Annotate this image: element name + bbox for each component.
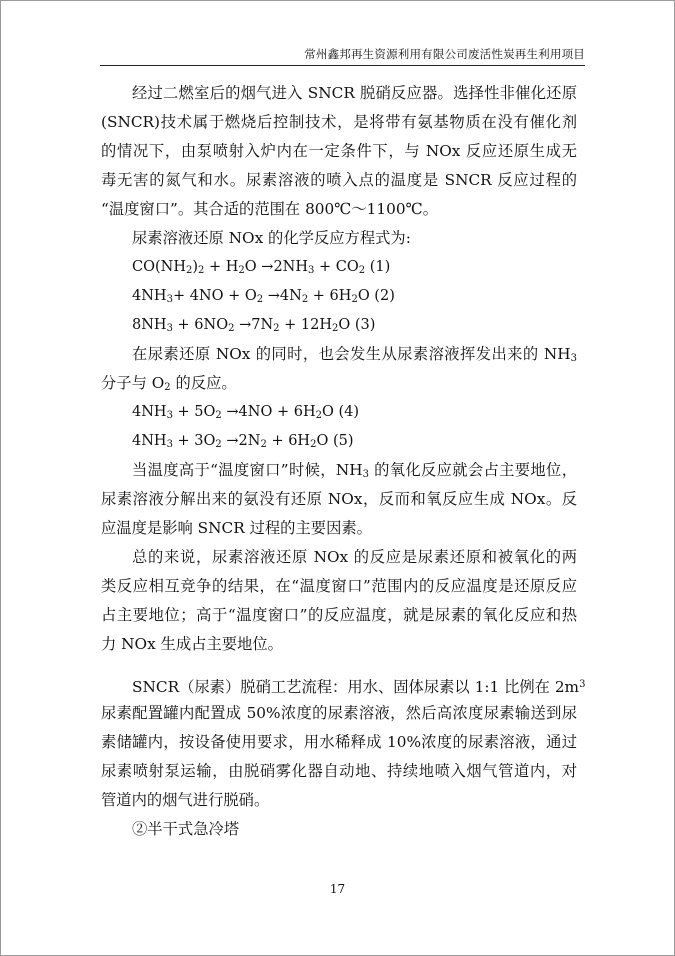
paragraph-5-line-4: 力 NOx 生成占主要地位。	[101, 635, 283, 653]
paragraph-1-line-4: 毒无害的氮气和水。尿素溶液的喷入点的温度是 SNCR 反应过程的	[101, 171, 577, 189]
paragraph-1-line-3: 的情况下，由泵喷射入炉内在一定条件下，与 NOx 反应还原生成无	[101, 142, 577, 160]
paragraph-1-line-2: (SNCR)技术属于燃烧后控制技术，是将带有氨基物质在没有催化剂	[101, 113, 577, 131]
paragraph-1-line-1: 经过二燃室后的烟气进入 SNCR 脱硝反应器。选择性非催化还原	[132, 84, 577, 102]
paragraph-6-line-5: 管道内的烟气进行脱硝。	[101, 791, 270, 809]
paragraph-5-line-2: 类反应相互竞争的结果，在“温度窗口”范围内的反应温度是还原反应	[101, 577, 577, 595]
paragraph-6-line-4: 尿素喷射泵运输，由脱硝雾化器自动地、持续地喷入烟气管道内，对	[101, 762, 577, 780]
equation-3: $8NH_3 + 6NO_2 \to 7N_2 + 12H_2O$ (3)	[132, 317, 376, 334]
paragraph-4-line-3: 应温度是影响 SNCR 过程的主要因素。	[101, 519, 372, 537]
paragraph-6-line-3: 素储罐内，按设备使用要求，用水稀释成 10%浓度的尿素溶液，通过	[101, 733, 577, 751]
equation-2: $4NH_3+ 4NO + O_2 \to 4N_2 + 6H_2O$ (2)	[132, 288, 395, 305]
page-number: 17	[329, 882, 346, 896]
paragraph-5-line-1: 总的来说，尿素溶液还原 NOx 的反应是尿素还原和被氧化的两	[132, 548, 577, 566]
section-heading: ②半干式急冷塔	[132, 820, 240, 838]
paragraph-2: 尿素溶液还原 NOx 的化学反应方程式为:	[132, 229, 411, 247]
paragraph-4-line-2: 尿素溶液分解出来的氨没有还原 NOx，反而和氧反应生成 NOx。反	[101, 490, 577, 508]
document-body	[101, 79, 586, 844]
paragraph-3-line-1: 在尿素还原 NOx 的同时，也会发生从尿素溶液挥发出来的 $NH_3$	[132, 345, 577, 364]
paragraph-4-line-1: 当温度高于“温度窗口”时候，$NH_3$ 的氧化反应就会占主要地位，	[132, 461, 577, 480]
page-header: 常州鑫邦再生资源利用有限公司废活性炭再生利用项目	[304, 47, 585, 61]
equation-4: $4NH_3 + 5O_2 \to 4NO + 6H_2O$ (4)	[132, 404, 360, 421]
paragraph-6-line-2: 尿素配置罐内配置成 50%浓度的尿素溶液，然后高浓度尿素输送到尿	[101, 704, 577, 722]
equation-5: $4NH_3 + 3O_2 \to 2N_2 + 6H_2O$ (5)	[132, 433, 354, 450]
paragraph-6-line-1: SNCR（尿素）脱硝工艺流程：用水、固体尿素以 1:1 比例在 $2m^3$	[132, 678, 586, 696]
paragraph-5-line-3: 占主要地位；高于“温度窗口”的反应温度，就是尿素的氧化反应和热	[101, 606, 577, 624]
header-rule	[100, 65, 585, 66]
equation-1: $CO(NH_2)_2 + H_2O \to 2NH_3 + CO_2$ (1)	[132, 259, 391, 276]
paragraph-3-line-2: 分子与 $O_2$ 的反应。	[101, 374, 237, 393]
paragraph-1-line-5: “温度窗口”。其合适的范围在 800℃～1100℃。	[101, 200, 439, 218]
